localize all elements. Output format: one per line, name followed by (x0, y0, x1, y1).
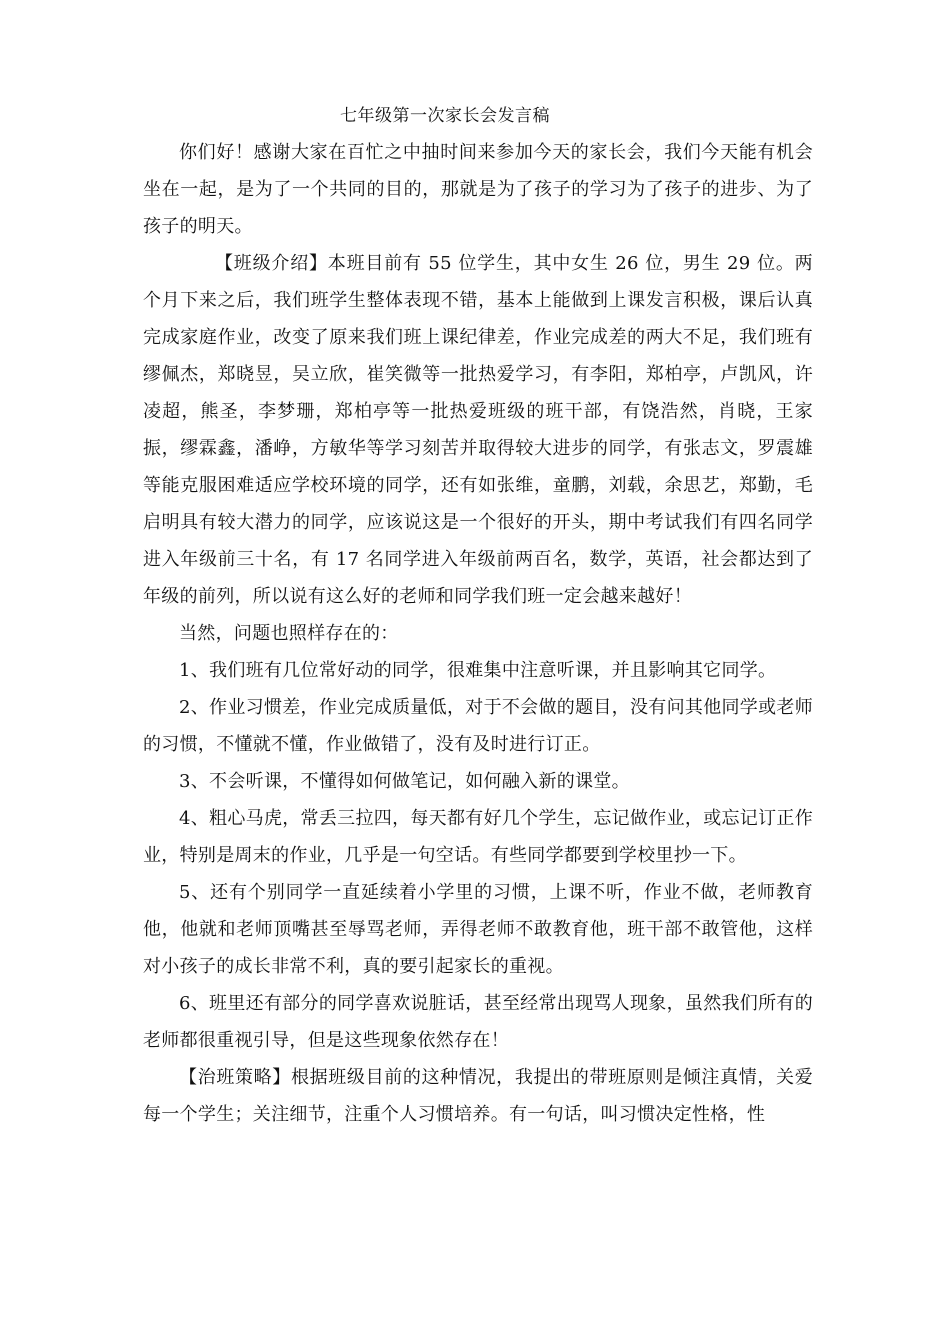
paragraph-problem-4: 4、粗心马虎，常丢三拉四，每天都有好几个学生，忘记做作业，或忘记订正作业，特别是周末的作业，几乎是一句空话。有些同学都要到学校里抄一下。 (143, 808, 813, 866)
paragraph-problems-intro: 当然，问题也照样存在的： (179, 623, 399, 644)
paragraph-problem-2: 2、作业习惯差，作业完成质量低，对于不会做的题目，没有问其他同学或老师的习惯，不懂就不懂，作业做错了，没有及时进行订正。 (143, 697, 813, 755)
document-title: 七年级第一次家长会发言稿 (340, 106, 550, 126)
paragraph-problem-1: 1、我们班有几位常好动的同学，很难集中注意听课，并且影响其它同学。 (179, 660, 777, 681)
paragraph-problem-3: 3、不会听课，不懂得如何做笔记，如何融入新的课堂。 (179, 771, 630, 792)
paragraph-management-strategy: 【治班策略】根据班级目前的这种情况，我提出的带班原则是倾注真情，关爱每一个学生；关注细节，注重个人习惯培养。有一句话，叫习惯决定性格，性 (143, 1067, 813, 1125)
paragraph-greeting: 你们好！感谢大家在百忙之中抽时间来参加今天的家长会，我们今天能有机会坐在一起，是为了一个共同的目的，那就是为了孩子的学习为了孩子的进步、为了孩子的明天。 (143, 142, 813, 237)
document-page (143, 104, 813, 1133)
paragraph-problem-5: 5、还有个别同学一直延续着小学里的习惯，上课不听，作业不做，老师教育他，他就和老师顶嘴甚至辱骂老师，弄得老师不敢教育他，班干部不敢管他，这样对小孩子的成长非常不利，真的要引起家长的重视。 (143, 882, 813, 977)
paragraph-class-introduction: 【班级介绍】本班目前有 55 位学生，其中女生 26 位，男生 29 位。两个月下来之后，我们班学生整体表现不错，基本上能做到上课发言积极，课后认真完成家庭作业，改变了原来我们班上课纪律差，作业完成差的两大不足，我们班有缪佩杰，郑晓昱，吴立欣，崔笑微等一批热爱学习，有李阳，郑柏亭，卢凯风，许凌超，熊圣，李梦珊，郑柏亭等一批热爱班级的班干部，有饶浩然，肖晓，王家振，缪霖鑫，潘峥，方敏华等学习刻苦并取得较大进步的同学，有张志文，罗震雄等能克服困难适应学校环境的同学，还有如张维，童鹏，刘载，余思艺，郑勤，毛启明具有较大潜力的同学，应该说这是一个很好的开头，期中考试我们有四名同学进入年级前三十名，有 17 名同学进入年级前两百名，数学，英语，社会都达到了年级的前列，所以说有这么好的老师和同学我们班一定会越来越好！ (143, 253, 813, 607)
paragraph-problem-6: 6、班里还有部分的同学喜欢说脏话，甚至经常出现骂人现象，虽然我们所有的老师都很重视引导，但是这些现象依然存在！ (143, 993, 813, 1051)
